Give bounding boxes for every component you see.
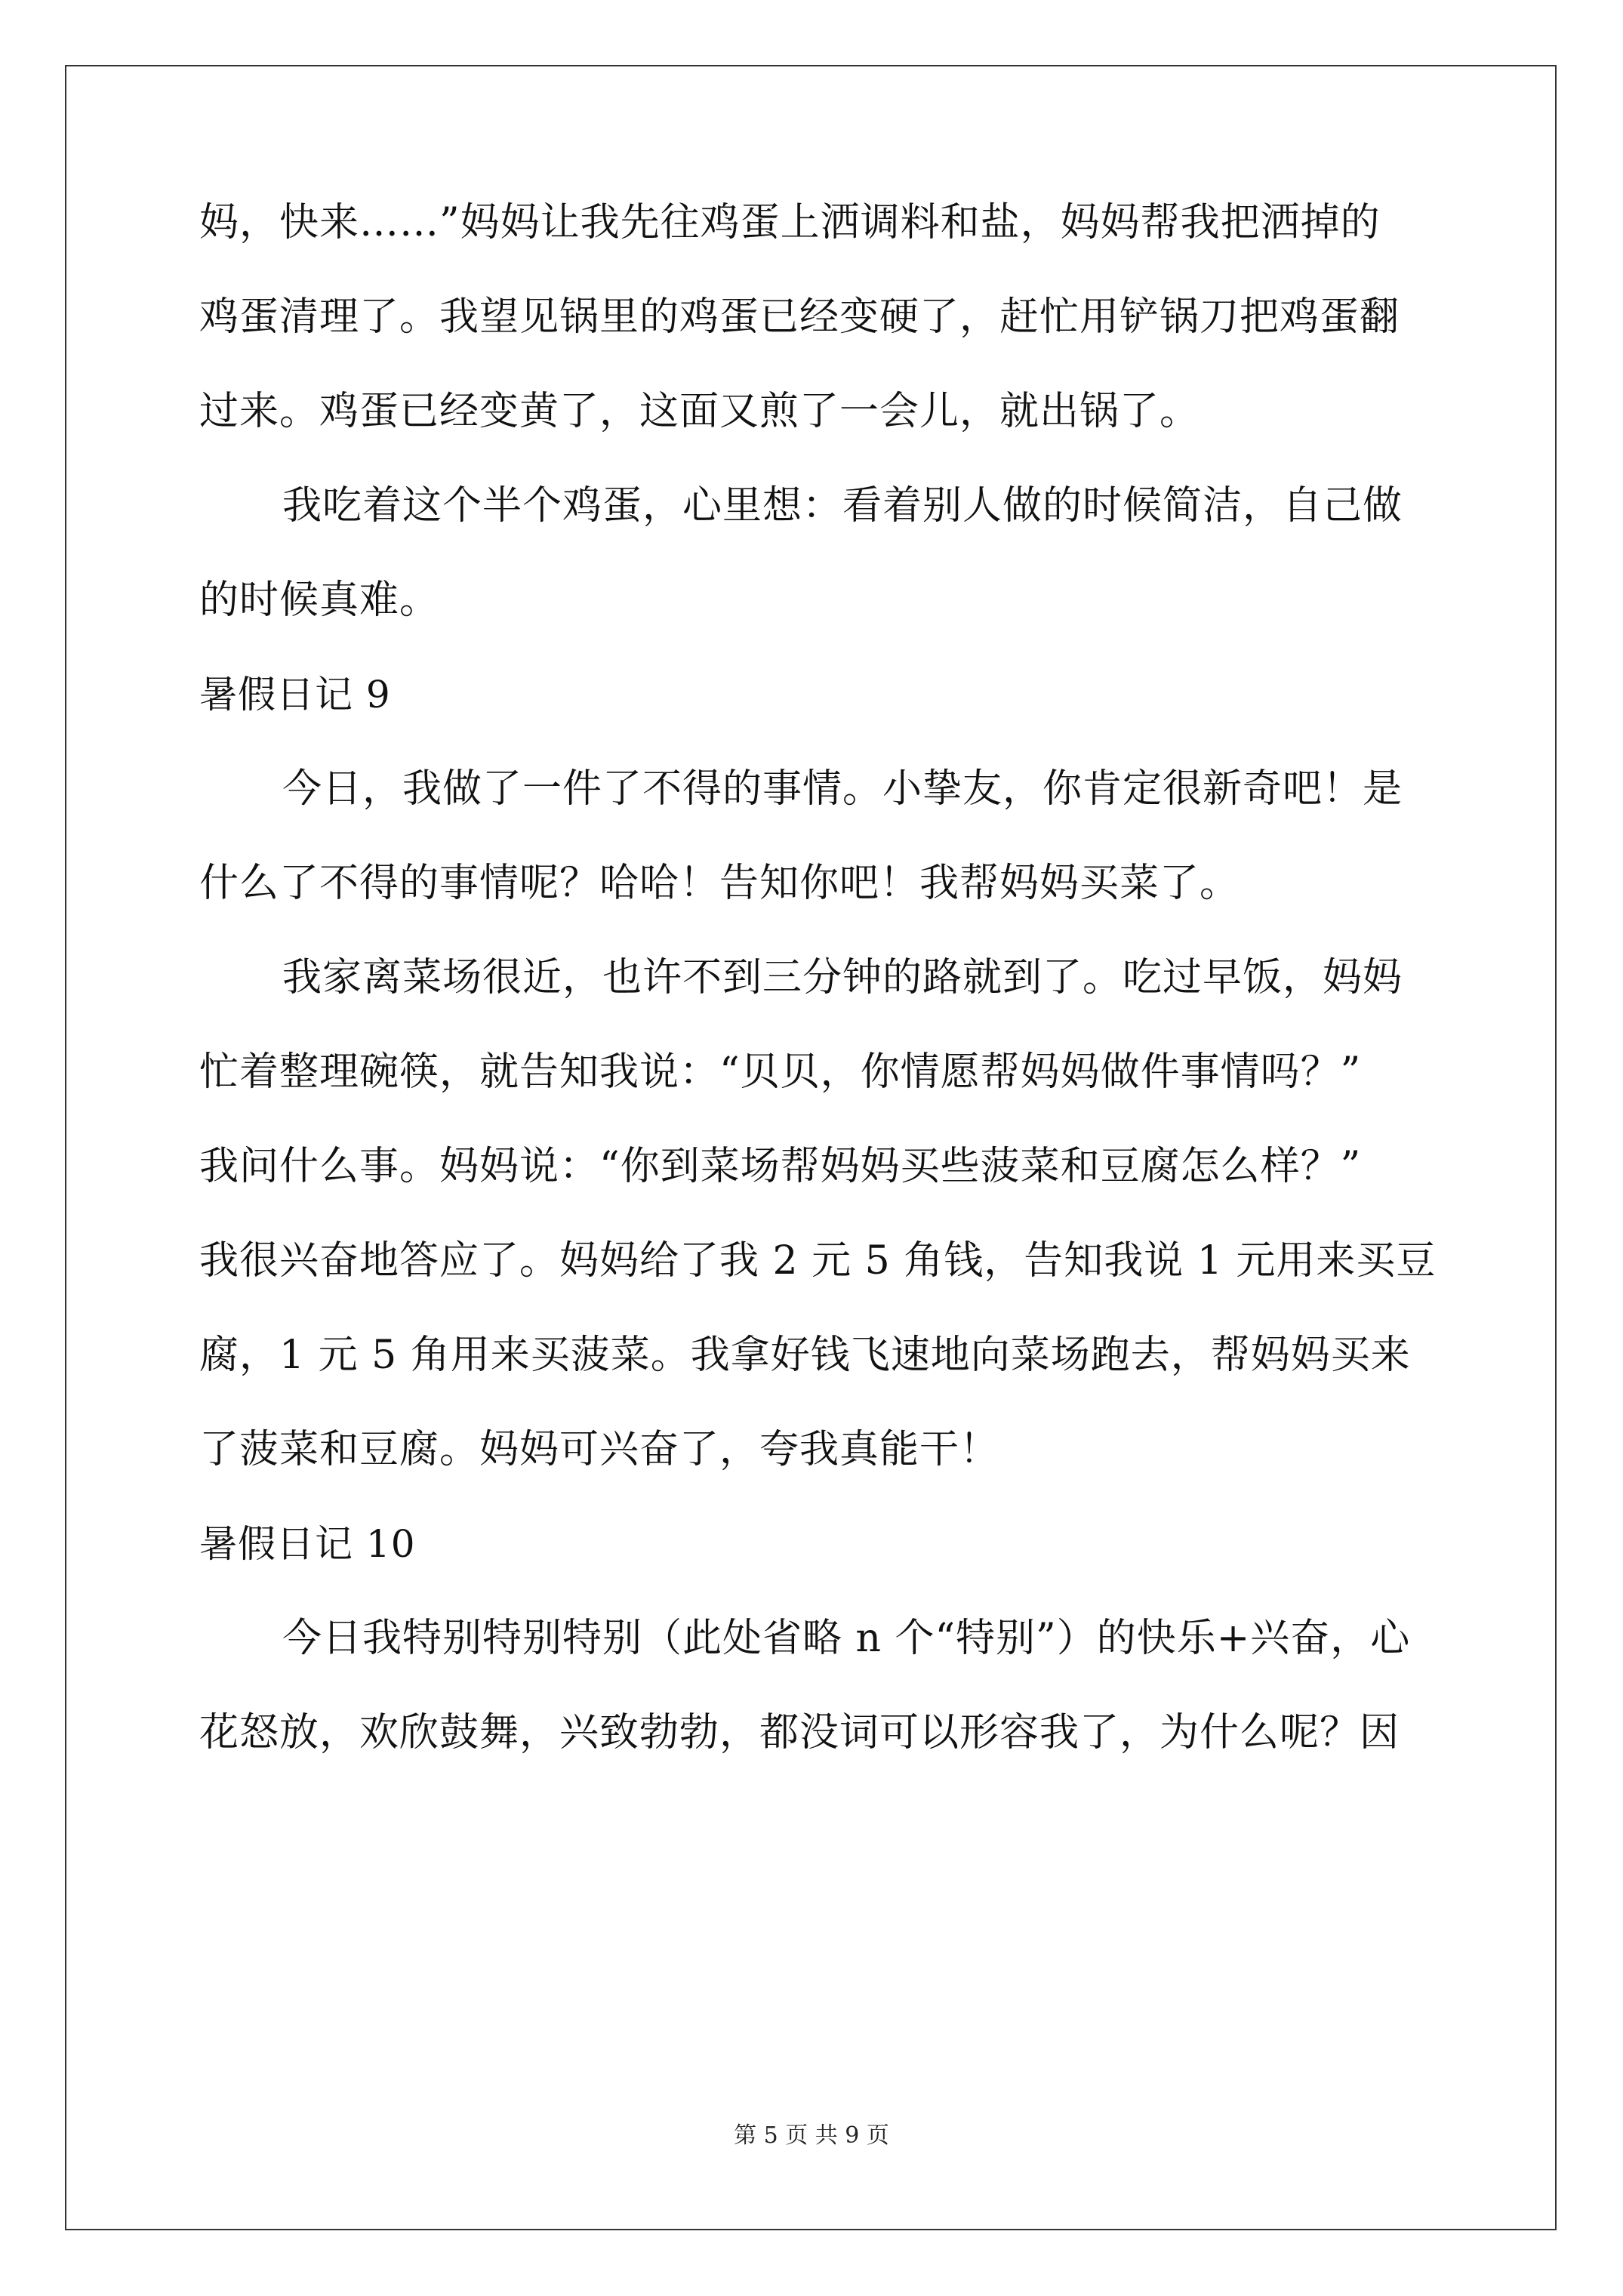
text-line: 花怒放，欢欣鼓舞，兴致勃勃，都没词可以形容我了，为什么呢？因 bbox=[199, 1710, 1400, 1755]
page-footer: 第 5 页 共 9 页 bbox=[734, 2122, 889, 2149]
text-line: 了菠菜和豆腐。妈妈可兴奋了，夸我真能干！ bbox=[199, 1427, 1000, 1472]
paragraph-first-line: 今日我特别特别特别（此处省略 n 个“特别”）的快乐+兴奋，心 bbox=[282, 1616, 1411, 1661]
text-line: 妈，快来……”妈妈让我先往鸡蛋上洒调料和盐，妈妈帮我把洒掉的 bbox=[199, 200, 1381, 245]
text-line: 忙着整理碗筷，就告知我说：“贝贝，你情愿帮妈妈做件事情吗？” bbox=[199, 1049, 1362, 1095]
text-line: 什么了不得的事情呢？哈哈！告知你吧！我帮妈妈买菜了。 bbox=[199, 861, 1240, 906]
text-line: 鸡蛋清理了。我望见锅里的鸡蛋已经变硬了，赶忙用铲锅刀把鸡蛋翻 bbox=[199, 294, 1400, 340]
text-line: 腐，1 元 5 角用来买菠菜。我拿好钱飞速地向菜场跑去，帮妈妈买来 bbox=[199, 1333, 1411, 1378]
text-line: 的时候真难。 bbox=[199, 578, 440, 623]
section-heading: 暑假日记 9 bbox=[199, 673, 391, 717]
paragraph-first-line: 今日，我做了一件了不得的事情。小挚友，你肯定很新奇吧！是 bbox=[282, 766, 1403, 812]
text-line: 我很兴奋地答应了。妈妈给了我 2 元 5 角钱，告知我说 1 元用来买豆 bbox=[199, 1238, 1437, 1284]
paragraph-first-line: 我家离菜场很近，也许不到三分钟的路就到了。吃过早饭，妈妈 bbox=[282, 955, 1403, 1000]
text-line: 我问什么事。妈妈说：“你到菜场帮妈妈买些菠菜和豆腐怎么样？” bbox=[199, 1144, 1362, 1189]
text-line: 过来。鸡蛋已经变黄了，这面又煎了一会儿，就出锅了。 bbox=[199, 389, 1200, 434]
paragraph-first-line: 我吃着这个半个鸡蛋，心里想：看着别人做的时候简洁，自己做 bbox=[282, 483, 1403, 529]
section-heading: 暑假日记 10 bbox=[199, 1522, 416, 1566]
